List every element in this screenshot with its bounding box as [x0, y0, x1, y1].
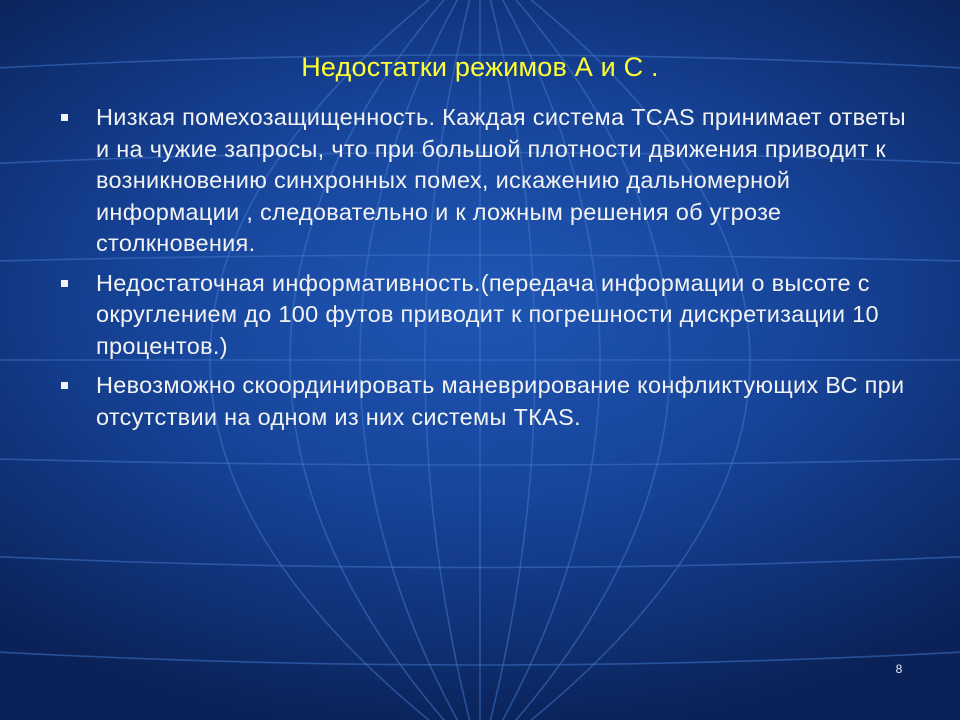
- bullet-text: Невозможно скоординировать маневрирование конфликтующих ВС при отсутствии на одном из них системы ТКАS.: [96, 372, 905, 430]
- bullet-text: Низкая помехозащищенность. Каждая система TCAS принимает ответы и на чужие запросы, что при большой плотности движения приводит к возникновению синхронных помех, искажению дальномерной информации , следовательно и к ложным решения об угрозе столкновения.: [96, 104, 906, 256]
- bullet-item: [56, 268, 916, 363]
- square-bullet-icon: [61, 382, 68, 389]
- bullet-text: Недостаточная информативность.(передача информации о высоте с округлением до 100 футов приводит к погрешности дискретизации 10 процентов.): [96, 269, 879, 359]
- page-number: 8: [895, 662, 903, 676]
- bullet-item: [56, 102, 916, 260]
- square-bullet-icon: [61, 280, 68, 287]
- bullet-item: [56, 370, 916, 433]
- slide-title: Недостатки режимов А и С .: [301, 52, 659, 82]
- square-bullet-icon: [61, 114, 68, 121]
- bullet-list: [56, 102, 916, 441]
